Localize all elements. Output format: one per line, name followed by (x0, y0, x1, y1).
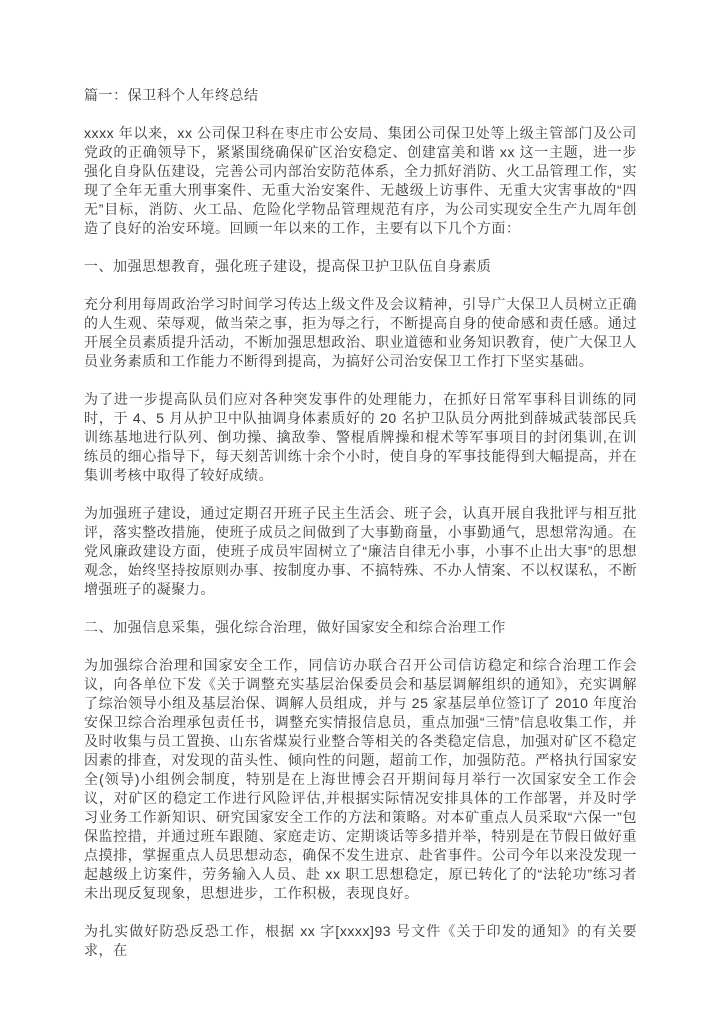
section-heading-2: 二、加强信息采集，强化综合治理，做好国家安全和综合治理工作 (84, 619, 506, 635)
paragraph-team-building: 为加强班子建设，通过定期召开班子民主生活会、班子会，认真开展自我批评与相互批评，落实整改措施，使班子成员之间做到了大事勤商量，小事勤通气，思想常沟通。在党风廉政建设方面，使班子成员牢固树立了“廉洁自律无小事，小事不止出大事”的思想观念，始终坚持按原则办事、按制度办事、不搞特殊、不办人情案、不以权谋私，不断增强班子的凝聚力。 (84, 505, 637, 597)
paragraph-anti-terror: 为扎实做好防恐反恐工作，根据 xx 字[xxxx]93 号文件《关于印发的通知》的有关要求，在 (84, 923, 637, 958)
section-heading-1: 一、加强思想教育，强化班子建设，提高保卫护卫队伍自身素质 (84, 258, 492, 274)
paragraph-comprehensive-governance: 为加强综合治理和国家安全工作，同信访办联合召开公司信访稳定和综合治理工作会议，向各单位下发《关于调整充实基层治保委员会和基层调解组织的通知》，充实调解了综治领导小组及基层治保、调解人员组成，并与 25 家基层单位签订了 2010 年度治安保卫综合治理承包责任书，调整充实情报信息员，重点加强“三情”信息收集工作，并及时收集与员工置换、山东省煤炭行业整合等相关的各类稳定信息，加强对矿区不稳定因素的排查，对发现的苗头性、倾向性的问题，超前工作，加强防范。严格执行国家安全(领导)小组例会制度，特别是在上海世博会召开期间每月举行一次国家安全工作会议，对矿区的稳定工作进行风险评估,并根据实际情况安排具体的工作部署，并及时学习业务工作新知识、研究国家安全工作的方法和策略。对本矿重点人员采取“六保一”包保监控措，并通过班车跟随、家庭走访、定期谈话等多措并举，特别是在节假日做好重点摸排，掌握重点人员思想动态，确保不发生进京、赴省事件。公司今年以来没发现一起越级上访案件，劳务输入人员、赴 xx 职工思想稳定，原已转化了的“法轮功”练习者未出现反复现象，思想进步，工作积极，表现良好。 (84, 657, 637, 901)
paragraph-training: 为了进一步提高队员们应对各种突发事件的处理能力，在抓好日常军事科目训练的同时，于 4、5 月从护卫中队抽调身体素质好的 20 名护卫队员分两批到薛城武装部民兵训练基地进行队列、倒功操、擒敌拳、警棍盾牌操和棍术等军事项目的封闭集训,在训练员的细心指导下，每天刻苦训练十余个小时，使自身的军事技能得到大幅提高，并在集训考核中取得了较好成绩。 (84, 391, 637, 483)
doc-title: 篇一：保卫科个人年终总结 (84, 87, 259, 103)
paragraph-ideology: 充分利用每周政治学习时间学习传达上级文件及会议精神，引导广大保卫人员树立正确的人生观、荣辱观，做当荣之事，拒为辱之行，不断提高自身的使命感和责任感。通过开展全员素质提升活动，不断加强思想政治、职业道德和业务知识教育，使广大保卫人员业务素质和工作能力不断得到提高，为搞好公司治安保卫工作打下坚实基础。 (84, 296, 637, 369)
paragraph-intro: xxxx 年以来，xx 公司保卫科在枣庄市公安局、集团公司保卫处等上级主管部门及公司党政的正确领导下，紧紧围绕确保矿区治安稳定、创建富美和谐 xx 这一主题，进一步强化自身队伍建设，完善公司内部治安防范体系，全力抓好消防、火工品管理工作，实现了全年无重大刑事案件、无重大治安案件、无越级上访事件、无重大灾害事故的“四无”目标，消防、火工品、危险化学物品管理规范有序，为公司实现安全生产九周年创造了良好的治安环境。回顾一年以来的工作，主要有以下几个方面： (84, 125, 637, 236)
